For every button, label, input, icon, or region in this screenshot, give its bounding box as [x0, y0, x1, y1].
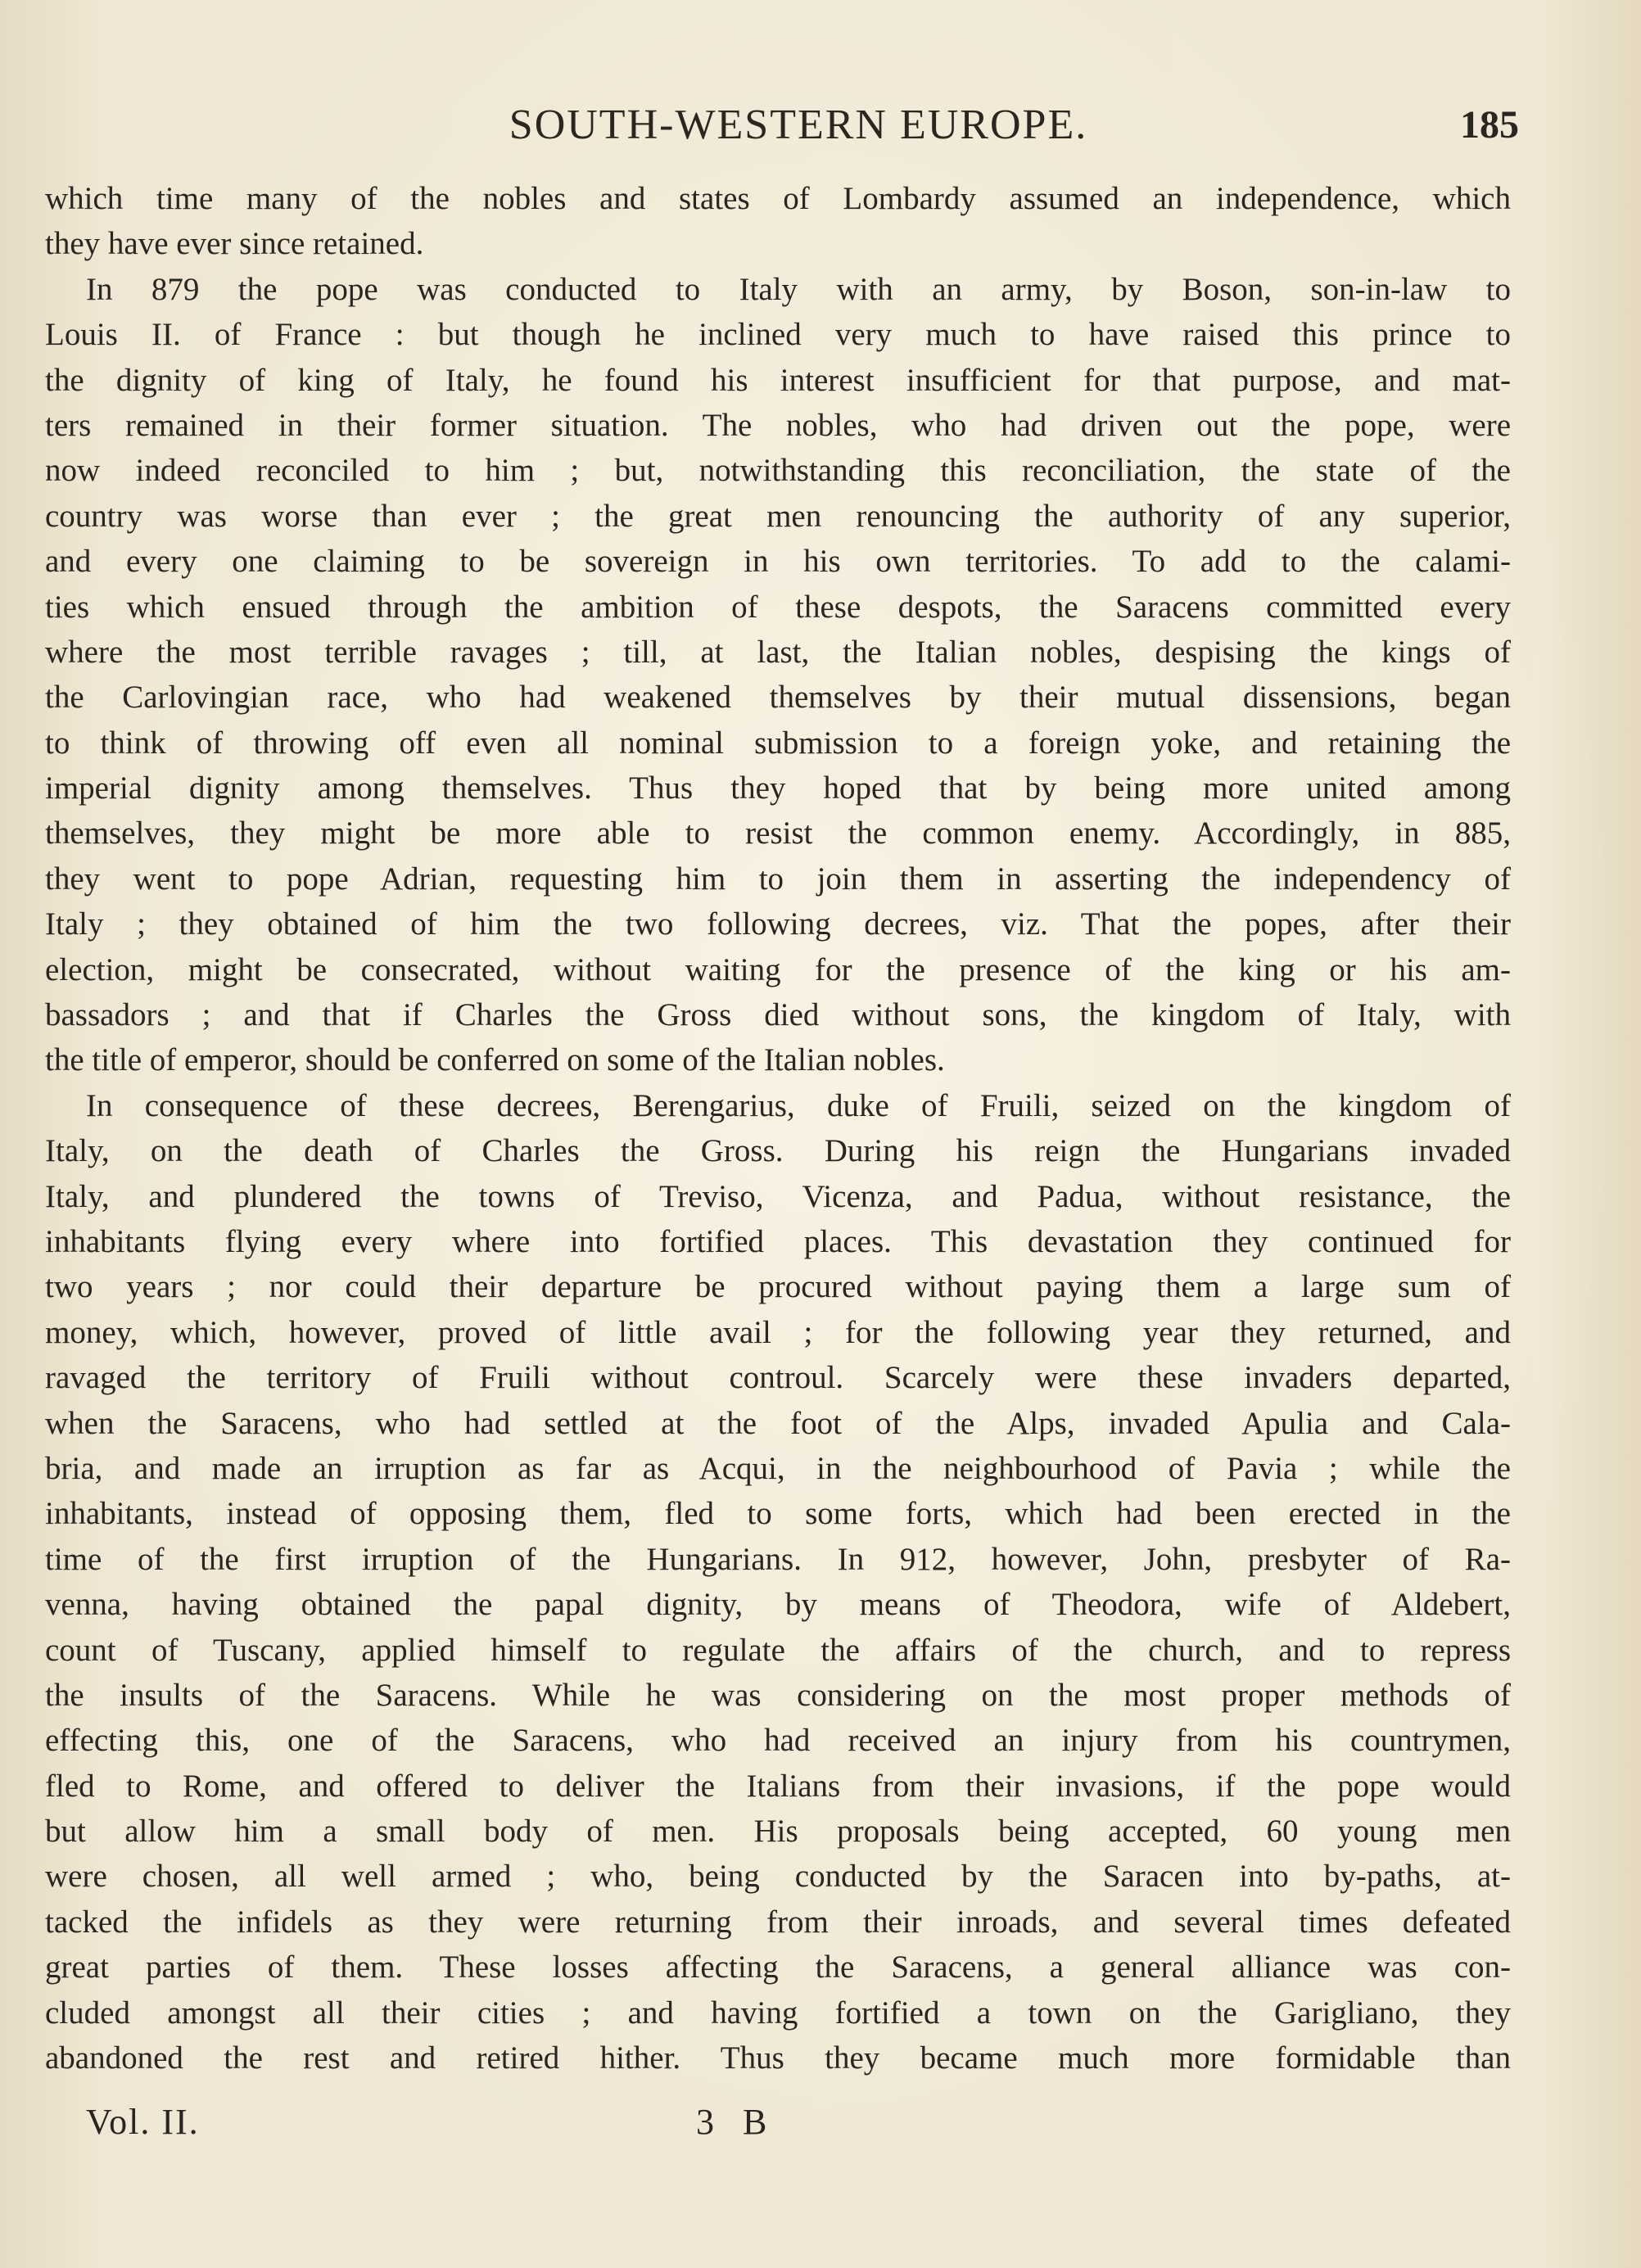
text-line: In 879 the pope was conducted to Italy with an army, by Boson, son-in-law to — [86, 271, 1511, 307]
text-line: inhabitants, instead of opposing them, fled to some forts, which had been erected in the — [45, 1496, 1511, 1532]
text-line: Louis II. of France : but though he inclined very much to have raised this prince to — [45, 317, 1511, 353]
text-line: the insults of the Saracens. While he was considering on the most proper methods of — [45, 1677, 1511, 1713]
text-line: election, might be consecrated, without waiting for the presence of the king or his am- — [45, 951, 1511, 987]
text-line: cluded amongst all their cities ; and having fortified a town on the Garigliano, they — [45, 1995, 1511, 2031]
text-line: they have ever since retained. — [45, 226, 424, 262]
signature-mark: 3 B — [696, 2102, 777, 2142]
text-line: great parties of them. These losses affecting the Saracens, a general alliance was con- — [45, 1949, 1511, 1986]
text-line: Italy, on the death of Charles the Gross. During his reign the Hungarians invaded — [45, 1133, 1511, 1169]
text-line: money, which, however, proved of little avail ; for the following year they returned, and — [45, 1314, 1511, 1350]
text-line: were chosen, all well armed ; who, being conducted by the Saracen into by-paths, at- — [45, 1859, 1511, 1895]
text-line: ravaged the territory of Fruili without controul. Scarcely were these invaders departed, — [45, 1360, 1511, 1396]
text-line: venna, having obtained the papal dignity, by means of Theodora, wife of Aldebert, — [45, 1587, 1511, 1623]
page-footer — [86, 2098, 905, 2147]
text-line: bria, and made an irruption as far as Acqui, in the neighbourhood of Pavia ; while the — [45, 1450, 1511, 1486]
text-line: inhabitants flying every where into fortified places. This devastation they continued for — [45, 1223, 1511, 1259]
text-line: the dignity of king of Italy, he found his interest insufficient for that purpose, and mat- — [45, 362, 1511, 398]
text-line: Italy ; they obtained of him the two following decrees, viz. That the popes, after their — [45, 906, 1511, 942]
text-line: In consequence of these decrees, Berengarius, duke of Fruili, seized on the kingdom of — [86, 1087, 1511, 1123]
text-line: the Carlovingian race, who had weakened themselves by their mutual dissensions, began — [45, 680, 1511, 716]
text-line: fled to Rome, and offered to deliver the Italians from their invasions, if the pope would — [45, 1768, 1511, 1804]
text-line: they went to pope Adrian, requesting him to join them in asserting the independency of — [45, 861, 1511, 897]
text-line: country was worse than ever ; the great men renouncing the authority of any superior, — [45, 498, 1511, 534]
text-line: which time many of the nobles and states of Lombardy assumed an independence, which — [45, 181, 1511, 216]
text-line: effecting this, one of the Saracens, who had received an injury from his countrymen, — [45, 1723, 1511, 1759]
running-head: SOUTH-WESTERN EUROPE. — [509, 102, 1088, 148]
page-number: 185 — [1460, 103, 1519, 147]
text-line: imperial dignity among themselves. Thus they hoped that by being more united among — [45, 770, 1511, 806]
text-line: themselves, they might be more able to resist the common enemy. Accordingly, in 885, — [45, 815, 1511, 852]
text-line: where the most terrible ravages ; till, at last, the Italian nobles, despising the kings of — [45, 634, 1511, 670]
text-line: the title of emperor, should be conferred on some of the Italian nobles. — [45, 1042, 945, 1078]
text-line: bassadors ; and that if Charles the Gross died without sons, the kingdom of Italy, with — [45, 997, 1511, 1033]
volume-mark: Vol. II. — [86, 2102, 200, 2142]
text-line: count of Tuscany, applied himself to regulate the affairs of the church, and to repress — [45, 1632, 1511, 1668]
text-line: when the Saracens, who had settled at the foot of the Alps, invaded Apulia and Cala- — [45, 1405, 1511, 1441]
body-text — [45, 176, 1511, 2081]
text-line: ties which ensued through the ambition of these despots, the Saracens committed every — [45, 589, 1511, 625]
text-line: and every one claiming to be sovereign in his own territories. To add to the calami- — [45, 544, 1511, 580]
text-line: abandoned the rest and retired hither. Thus they became much more formidable than — [45, 2040, 1511, 2076]
text-line: now indeed reconciled to him ; but, notwithstanding this reconciliation, the state of the — [45, 453, 1511, 489]
text-line: to think of throwing off even all nominal submission to a foreign yoke, and retaining the — [45, 725, 1511, 761]
text-line: two years ; nor could their departure be procured without paying them a large sum of — [45, 1269, 1511, 1305]
text-line: Italy, and plundered the towns of Treviso, Vicenza, and Padua, without resistance, the — [45, 1178, 1511, 1214]
text-line: ters remained in their former situation. The nobles, who had driven out the pope, were — [45, 407, 1511, 443]
text-line: but allow him a small body of men. His proposals being accepted, 60 young men — [45, 1814, 1511, 1850]
text-line: time of the first irruption of the Hungarians. In 912, however, John, presbyter of Ra- — [45, 1541, 1511, 1577]
text-line: tacked the infidels as they were returning from their inroads, and several times defeated — [45, 1904, 1511, 1940]
page-header — [78, 97, 1519, 154]
